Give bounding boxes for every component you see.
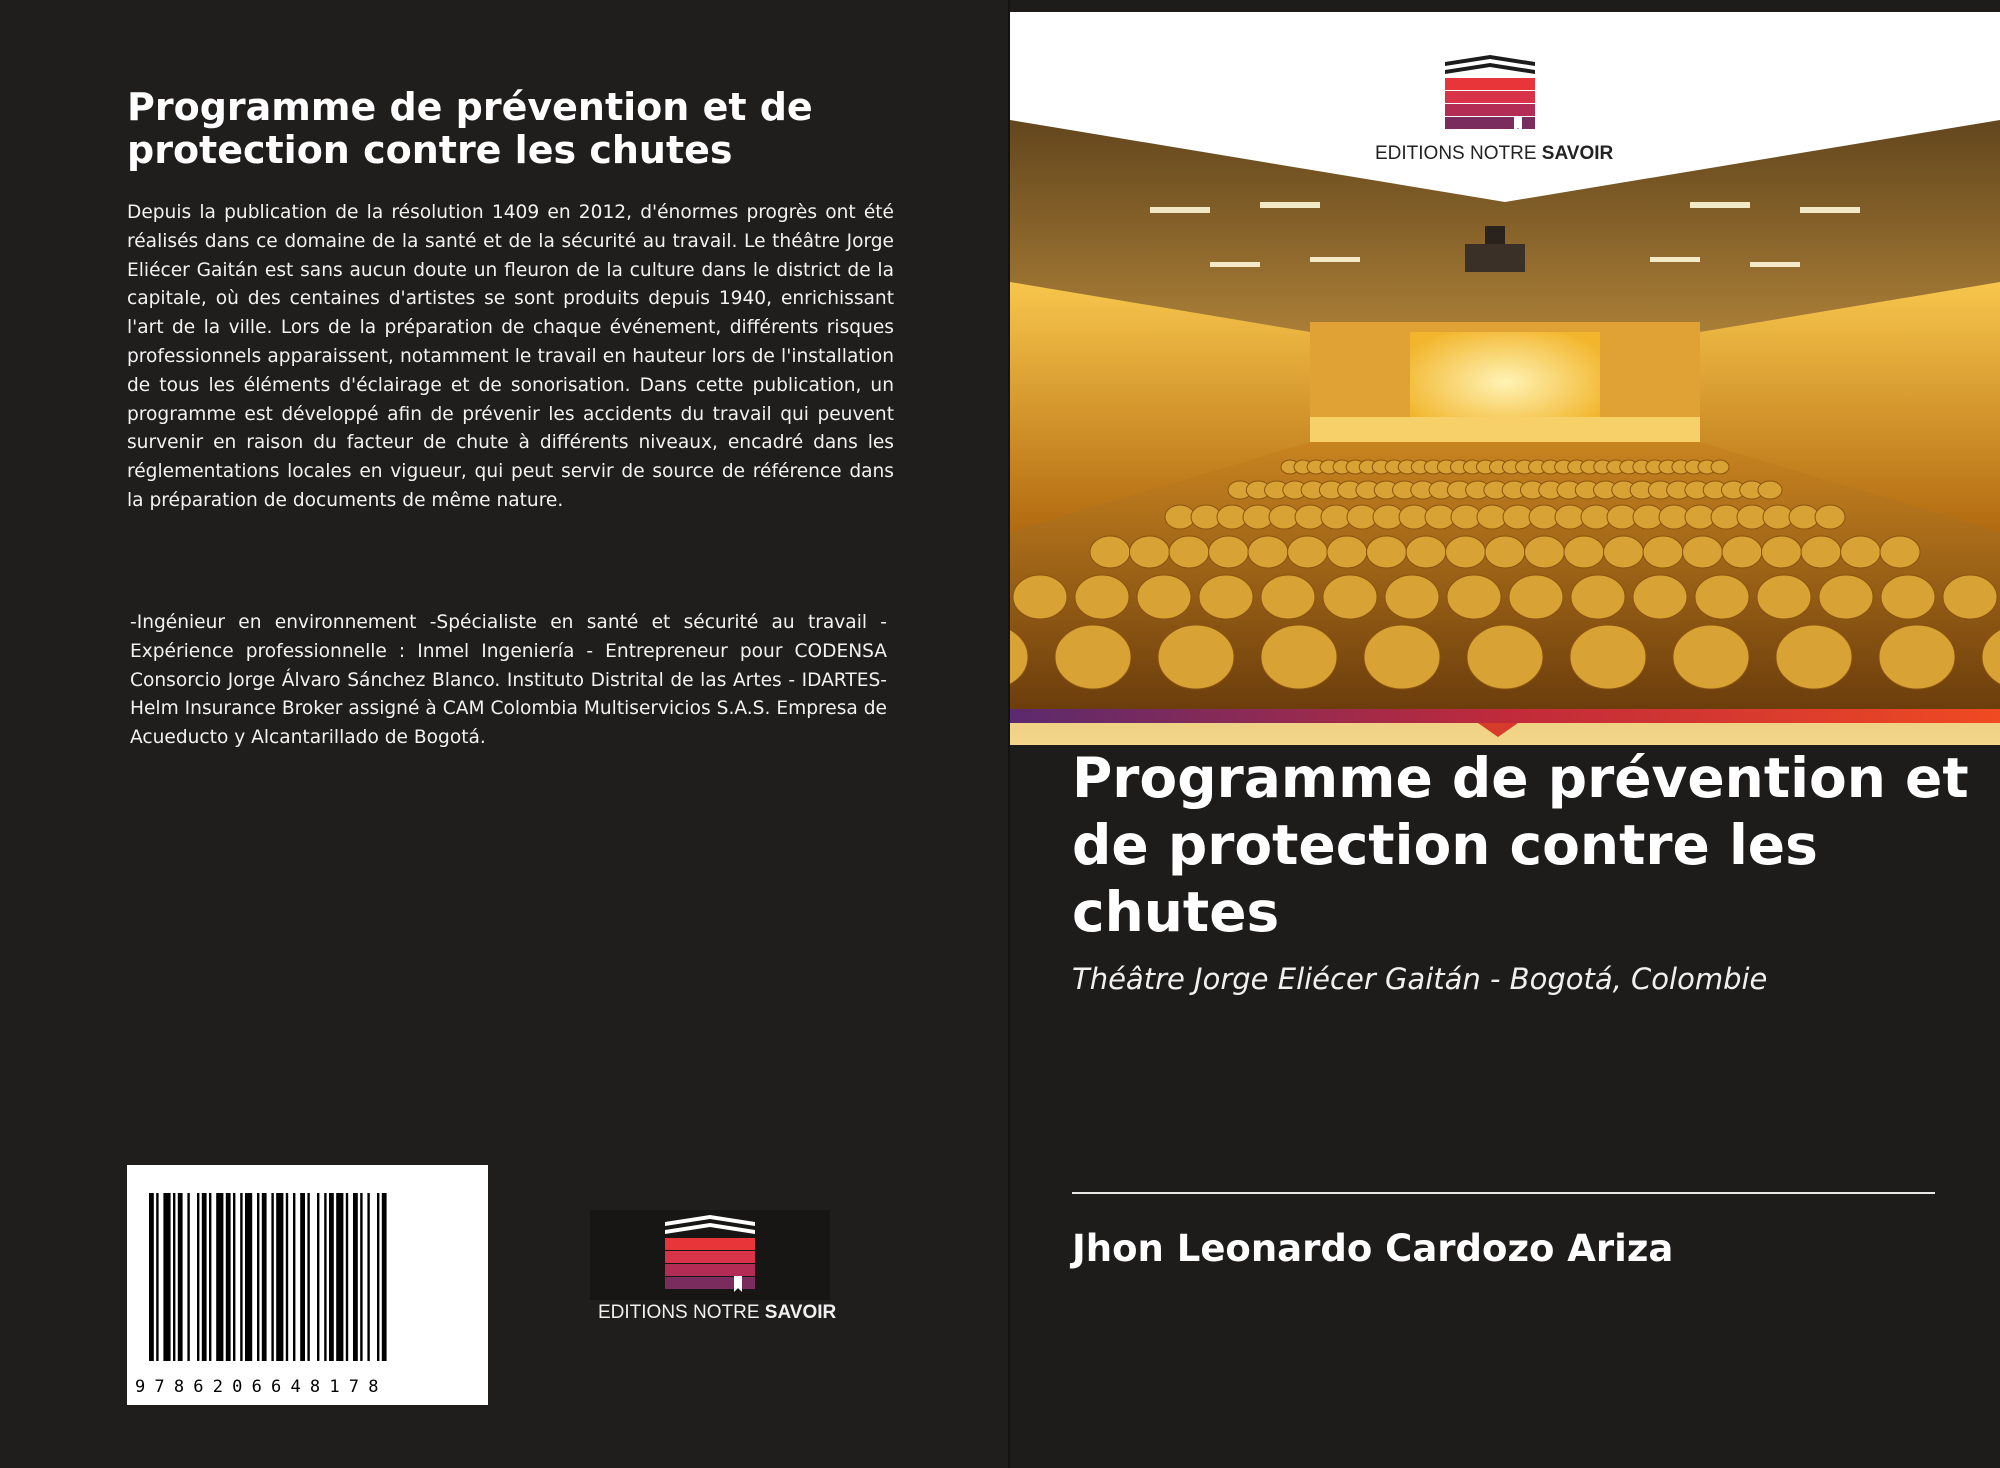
barcode-bar — [257, 1193, 259, 1361]
auditorium-seat — [1013, 575, 1067, 619]
auditorium-seat — [1385, 575, 1439, 619]
barcode-bar — [367, 1193, 369, 1361]
barcode-bar — [336, 1193, 343, 1361]
barcode-bar — [202, 1193, 207, 1361]
auditorium-seat — [1261, 575, 1315, 619]
auditorium-seat — [1169, 536, 1209, 568]
publisher-name-back: EDITIONS NOTRE SAVOIR — [598, 1302, 837, 1323]
open-book-logo-icon — [1360, 55, 1620, 140]
barcode-bar — [156, 1193, 158, 1361]
barcode-bar — [286, 1193, 288, 1361]
auditorium-seat — [1571, 575, 1625, 619]
auditorium-seat — [1643, 536, 1683, 568]
barcode-bar — [240, 1193, 242, 1361]
back-cover-title: Programme de prévention et de protection contre les chutes — [127, 85, 813, 172]
barcode-bar — [324, 1193, 326, 1361]
publisher-logo-front — [1360, 55, 1620, 170]
barcode-bar — [245, 1193, 252, 1361]
auditorium-seat — [1819, 575, 1873, 619]
auditorium-seat — [1075, 575, 1129, 619]
auditorium-seat — [1633, 575, 1687, 619]
barcode-bar — [360, 1193, 362, 1361]
barcode-bar — [233, 1193, 235, 1361]
barcode-bar — [262, 1193, 267, 1361]
barcode-bar — [216, 1193, 223, 1361]
auditorium-seat — [1130, 536, 1170, 568]
auditorium-seat — [1323, 575, 1377, 619]
auditorium-seat — [1604, 536, 1644, 568]
auditorium-seat — [1158, 625, 1234, 689]
auditorium-seat — [1722, 536, 1762, 568]
auditorium-seat — [1841, 536, 1881, 568]
auditorium-seat — [1758, 481, 1782, 499]
auditorium-seat — [1879, 625, 1955, 689]
auditorium-seat — [1364, 625, 1440, 689]
barcode-bar — [271, 1193, 273, 1361]
auditorium-seat — [1367, 536, 1407, 568]
auditorium-seat — [1327, 536, 1367, 568]
barcode-bar — [149, 1193, 154, 1361]
auditorium-seat — [1683, 536, 1723, 568]
auditorium-seat — [1509, 575, 1563, 619]
barcode-bar — [187, 1193, 189, 1361]
auditorium-seat — [1762, 536, 1802, 568]
auditorium-seat — [1880, 536, 1920, 568]
author-bio: -Ingénieur en environnement -Spécialiste en santé et sécurité au travail -Expérience professionnelle : Inmel Ingeniería - Entrepreneur pour CODENSA Consorcio Jorge Álvaro Sánchez Blanco. Instituto Distrital de las Artes - IDARTES- Helm Insurance Broker assigné à CAM Colombia Multiservicios S.A.S. Empresa de Acueducto y Alcantarillado de Bogotá. — [130, 612, 887, 749]
publisher-logo-back — [590, 1210, 837, 1325]
isbn-barcode — [127, 1165, 488, 1405]
barcode-bar — [197, 1193, 199, 1361]
auditorium-seat — [1570, 625, 1646, 689]
back-cover-description: Depuis la publication de la résolution 1409 en 2012, d'énormes progrès ont été réalisés dans ce domaine de la santé et de la sécurité au travail. Le théâtre Jorge Eliécer Gaitán est sans aucun doute un fleuron de la culture dans le district de la capitale, où des centaines d'artistes se sont produits depuis 1940, enrichissant l'art de la ville. Lors de la préparation de chaque événement, différents risques professionnels apparaissent, notamment le travail en hauteur lors de l'installation de tous les éléments d'éclairage et de sonorisation. Dans cette publication, un programme est développé afin de prévenir les accidents du travail qui peuvent survenir en raison du facteur de chute à différents niveaux, encadré dans les réglementations locales en vigueur, qui peut servir de source de référence dans la préparation de documents de même nature. — [127, 202, 894, 511]
auditorium-seat — [1525, 536, 1565, 568]
auditorium-seat — [1406, 536, 1446, 568]
barcode-bar — [307, 1193, 309, 1361]
barcode-bar — [329, 1193, 334, 1361]
auditorium-seat — [1467, 625, 1543, 689]
auditorium-seat — [1090, 536, 1130, 568]
barcode-bar — [163, 1193, 170, 1361]
barcode-bars — [127, 1165, 488, 1405]
barcode-bar — [226, 1193, 231, 1361]
auditorium-seat — [1801, 536, 1841, 568]
auditorium-seat — [1209, 536, 1249, 568]
auditorium-seat — [1776, 625, 1852, 689]
auditorium-seat — [1881, 575, 1935, 619]
auditorium-seat — [1757, 575, 1811, 619]
auditorium-seat — [1261, 625, 1337, 689]
auditorium-seat — [1288, 536, 1328, 568]
auditorium-seat — [1943, 575, 1997, 619]
barcode-bar — [353, 1193, 358, 1361]
auditorium-seat — [1248, 536, 1288, 568]
isbn-digits: 9786206648178 — [135, 1377, 388, 1397]
barcode-bar — [178, 1193, 183, 1361]
auditorium-seat — [1485, 536, 1525, 568]
barcode-bar — [293, 1193, 295, 1361]
barcode-bar — [377, 1193, 379, 1361]
publisher-name-front: EDITIONS NOTRE SAVOIR — [1375, 143, 1614, 164]
barcode-bar — [300, 1193, 305, 1361]
barcode-bar — [346, 1193, 348, 1361]
auditorium-seat — [1695, 575, 1749, 619]
open-book-logo-icon — [590, 1210, 830, 1300]
barcode-bar — [209, 1193, 211, 1361]
divider-rule — [1072, 1192, 1935, 1194]
auditorium-seat — [1564, 536, 1604, 568]
auditorium-seat — [1055, 625, 1131, 689]
auditorium-seat — [1673, 625, 1749, 689]
barcode-bar — [317, 1193, 319, 1361]
auditorium-seat — [1815, 505, 1845, 529]
auditorium-seat — [1199, 575, 1253, 619]
front-cover-title: Programme de prévention et de protection contre les chutes — [1072, 746, 1969, 944]
barcode-bar — [276, 1193, 283, 1361]
auditorium-seat — [1447, 575, 1501, 619]
barcode-bar — [382, 1193, 387, 1361]
auditorium-seat — [1711, 460, 1729, 474]
auditorium-seat — [1446, 536, 1486, 568]
auditorium-seat — [1137, 575, 1191, 619]
barcode-bar — [173, 1193, 175, 1361]
front-cover-subtitle: Théâtre Jorge Eliécer Gaitán - Bogotá, Colombie — [1072, 962, 1768, 996]
author-name: Jhon Leonardo Cardozo Ariza — [1072, 1227, 1674, 1270]
